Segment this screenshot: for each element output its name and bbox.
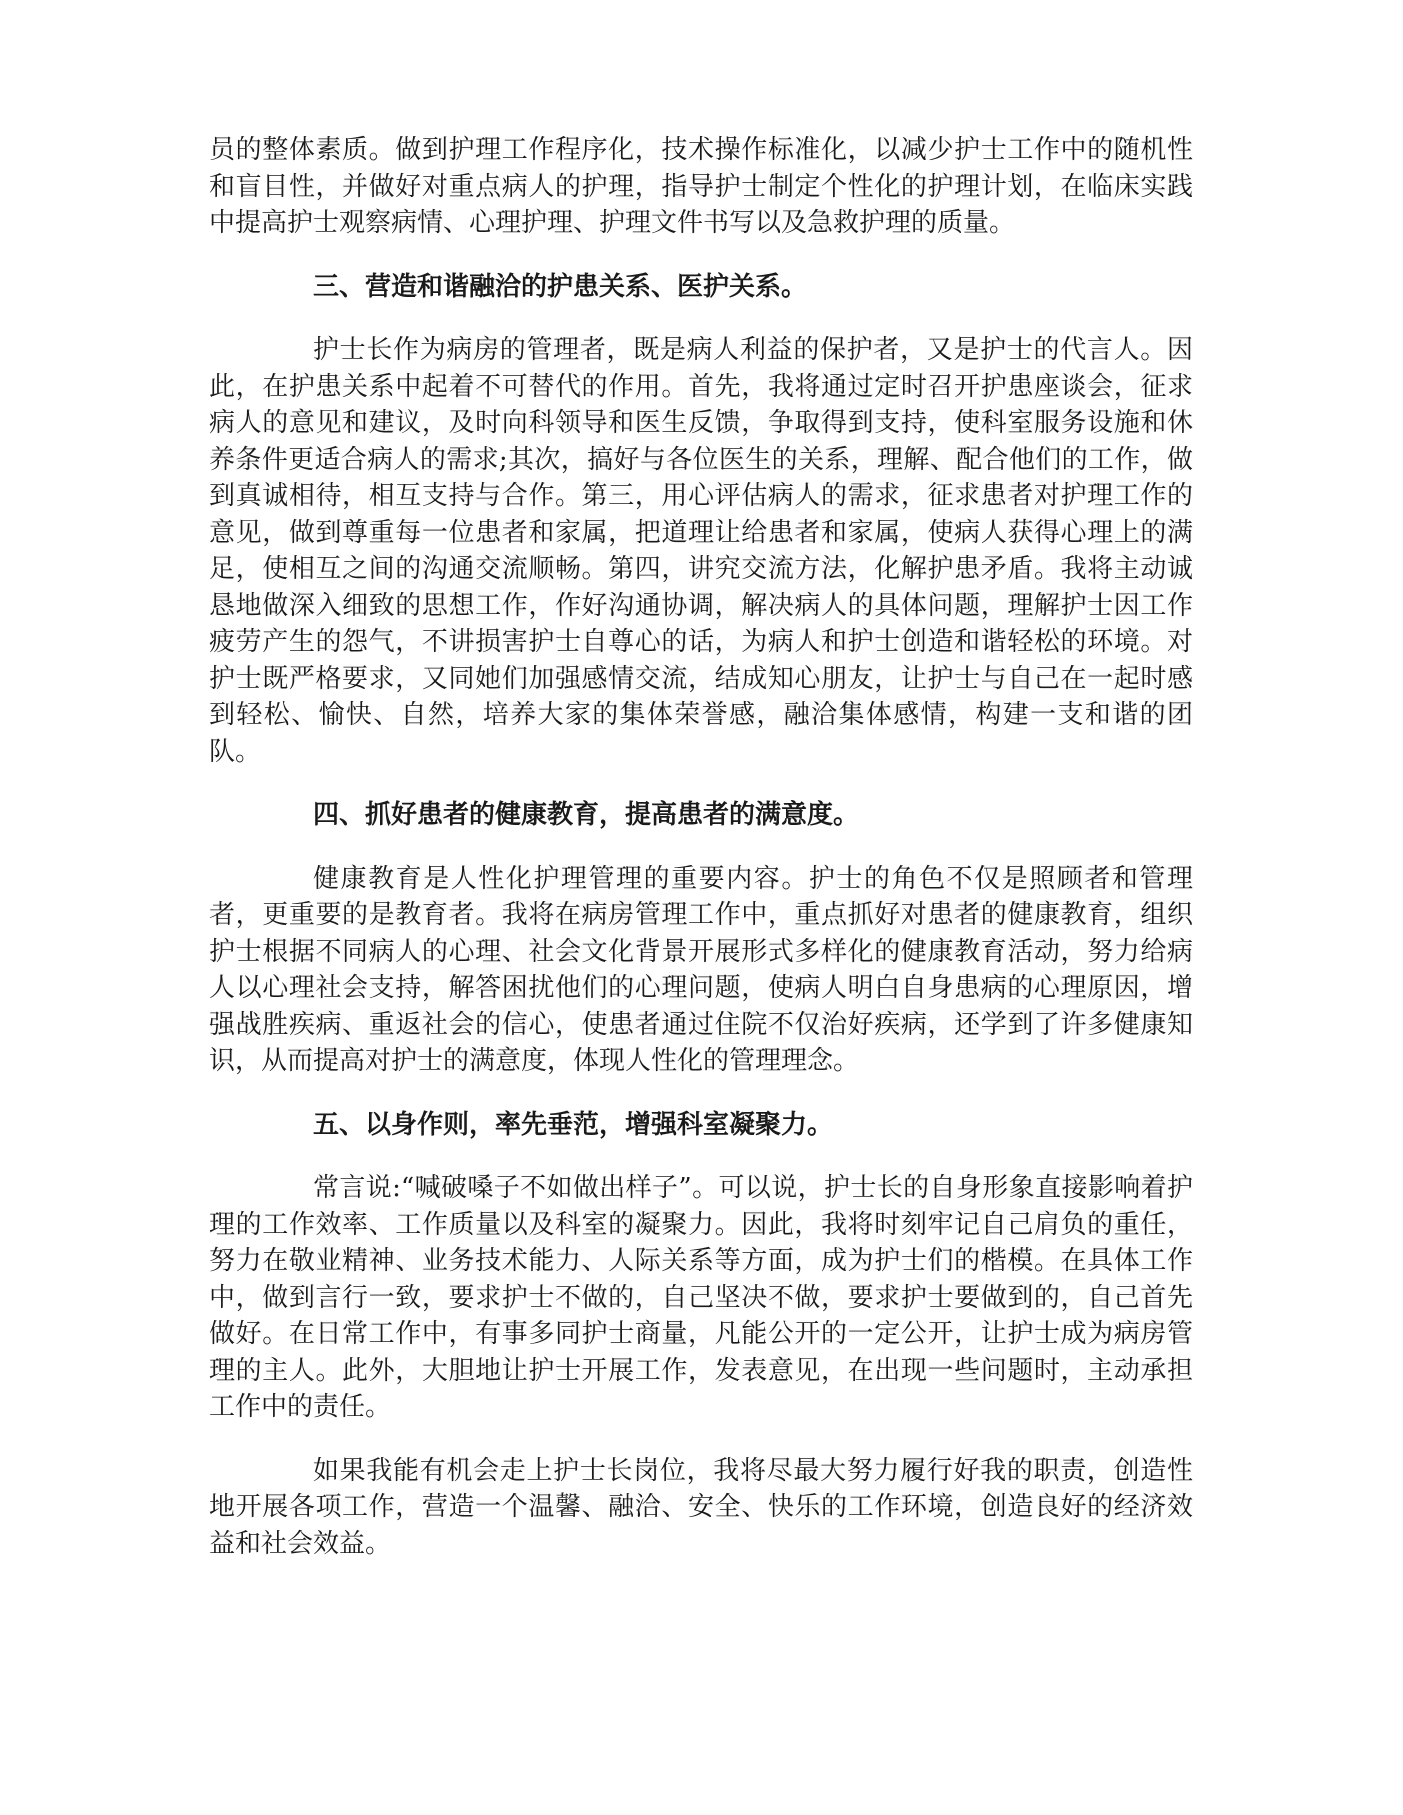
paragraph-conclusion: 如果我能有机会走上护士长岗位，我将尽最大努力履行好我的职责，创造性地开展各项工作，营造一个温馨、融洽、安全、快乐的工作环境，创造良好的经济效益和社会效益。 [209,1455,1193,1559]
section-heading-5: 五、以身作则，率先垂范，增强科室凝聚力。 [313,1109,834,1140]
paragraph-intro-continuation: 员的整体素质。做到护理工作程序化，技术操作标准化，以减少护士工作中的随机性和盲目性，并做好对重点病人的护理，指导护士制定个性化的护理计划，在临床实践中提高护士观察病情、心理护理、护理文件书写以及急救护理的质量。 [209,135,1193,238]
section-heading-3: 三、营造和谐融洽的护患关系、医护关系。 [313,271,808,302]
paragraph-health-education: 健康教育是人性化护理管理的重要内容。护士的角色不仅是照顾者和管理者，更重要的是教育者。我将在病房管理工作中，重点抓好对患者的健康教育，组织护士根据不同病人的心理、社会文化背景开展形式多样化的健康教育活动，努力给病人以心理社会支持，解答困扰他们的心理问题，使病人明白自身患病的心理原因，增强战胜疾病、重返社会的信心，使患者通过住院不仅治好疾病，还学到了许多健康知识，从而提高对护士的满意度，体现人性化的管理理念。 [209,863,1193,1076]
paragraph-lead-by-example: 常言说:“喊破嗓子不如做出样子”。可以说，护士长的自身形象直接影响着护理的工作效率、工作质量以及科室的凝聚力。因此，我将时刻牢记自己肩负的重任，努力在敬业精神、业务技术能力、人际关系等方面，成为护士们的楷模。在具体工作中，做到言行一致，要求护士不做的，自己坚决不做，要求护士要做到的，自己首先做好。在日常工作中，有事多同护士商量，凡能公开的一定公开，让护士成为病房管理的主人。此外，大胆地让护士开展工作，发表意见，在出现一些问题时，主动承担工作中的责任。 [209,1173,1193,1422]
document-page [209,132,1193,1562]
paragraph-nurse-patient-relations: 护士长作为病房的管理者，既是病人利益的保护者，又是护士的代言人。因此，在护患关系中起着不可替代的作用。首先，我将通过定时召开护患座谈会，征求病人的意见和建议，及时向科领导和医生反馈，争取得到支持，使科室服务设施和休养条件更适合病人的需求;其次，搞好与各位医生的关系，理解、配合他们的工作，做到真诚相待，相互支持与合作。第三，用心评估病人的需求，征求患者对护理工作的意见，做到尊重每一位患者和家属，把道理让给患者和家属，使病人获得心理上的满足，使相互之间的沟通交流顺畅。第四，讲究交流方法，化解护患矛盾。我将主动诚恳地做深入细致的思想工作，作好沟通协调，解决病人的具体问题，理解护士因工作疲劳产生的怨气，不讲损害护士自尊心的话，为病人和护士创造和谐轻松的环境。对护士既严格要求，又同她们加强感情交流，结成知心朋友，让护士与自己在一起时感到轻松、愉快、自然，培养大家的集体荣誉感，融洽集体感情，构建一支和谐的团队。 [209,335,1193,767]
section-heading-4: 四、抓好患者的健康教育，提高患者的满意度。 [313,800,860,830]
